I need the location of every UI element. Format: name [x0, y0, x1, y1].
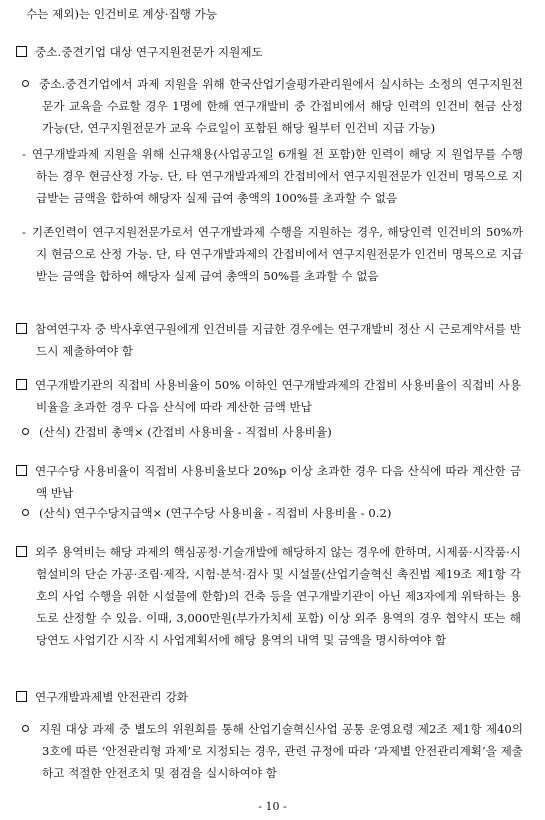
section-4-bullet	[0, 502, 545, 524]
section-1-sub-2	[0, 221, 545, 287]
formula-item: (산식) 간접비 총액× (간접비 사용비율 - 직접비 사용비율)	[12, 421, 523, 443]
square-bullet-icon	[16, 379, 27, 390]
section-1-bullet	[0, 73, 545, 139]
section-heading: 연구개발기관의 직접비 사용비율이 50% 이하인 연구개발과제의 간접비 사용비율이 직접비 사용비율을 초과한 경우 다음 산식에 따라 계산한 금액 반납	[10, 374, 521, 418]
section-5	[0, 541, 545, 651]
circle-bullet-item: 지원 대상 과제 중 별도의 위원회를 통해 산업기술혁신사업 공통 운영요령 제2조 제1항 제40의3호에 따른 ‘안전관리형 과제’로 지정되는 경우, 관련 규정에 따라 ‘과제별 안전관리계획’을 제출하고 적절한 안전조치 및 점검을 실시하여야 함	[12, 718, 523, 784]
dash-item: - 연구개발과제 지원을 위해 신규채용(사업공고일 6개월 전 포함)한 인력이 해당 지 원업무를 수행하는 경우 현금산정 가능. 단, 타 연구개발과제의 간접비에서 연구지원전문가 인건비 명목으로 지급받는 금액을 합하여 해당자 실제 급여 총액의 100%를 초과할 수 없음	[6, 143, 523, 209]
square-bullet-icon	[16, 546, 27, 557]
section-2	[0, 318, 545, 362]
circle-bullet-icon	[22, 509, 29, 516]
square-bullet-icon	[16, 323, 27, 334]
square-bullet-icon	[16, 691, 27, 702]
section-heading: 중소․중견기업 대상 연구지원전문가 지원제도	[10, 41, 521, 63]
continuation-text	[0, 3, 545, 25]
continuation-line: 수는 제외)는 인건비로 계상·집행 가능	[26, 7, 217, 21]
section-3-bullet	[0, 421, 545, 443]
section-heading: 연구개발과제별 안전관리 강화	[10, 686, 521, 708]
dash-bullet-icon: -	[22, 225, 26, 239]
section-3	[0, 374, 545, 418]
section-heading: 외주 용역비는 해당 과제의 핵심공정·기술개발에 해당하지 않는 경우에 한하며, 시제품·시작품·시험설비의 단순 가공·조립·제작, 시험·분석·검사 및 시설물(산업기술혁신 촉진법 제19조 제1항 각호의 사업 수행을 위한 시설물에 한함)의 건축 등을 연구개발기관이 아닌 제3자에게 위탁하는 용도로 산정할 수 있음. 이때, 3,000만원(부가가치세 포함) 이상 외주 용역의 경우 협약시 또는 해당연도 사업기간 시작 시 사업계획서에 해당 용역의 내역 및 금액을 명시하여야 함	[10, 541, 521, 651]
dash-bullet-icon: -	[22, 147, 26, 161]
section-heading: 연구수당 사용비율이 직접비 사용비율보다 20%p 이상 초과한 경우 다음 산식에 따라 계산한 금액 반납	[10, 460, 521, 504]
circle-bullet-icon	[22, 428, 29, 435]
section-heading: 참여연구자 중 박사후연구원에게 인건비를 지급한 경우에는 연구개발비 정산 시 근로계약서를 반드시 제출하여야 함	[10, 318, 521, 362]
section-1	[0, 41, 545, 63]
formula-item: (산식) 연구수당지급액× (연구수당 사용비율 - 직접비 사용비율 - 0.2)	[12, 502, 523, 524]
square-bullet-icon	[16, 46, 27, 57]
circle-bullet-icon	[22, 80, 29, 87]
section-6	[0, 686, 545, 708]
page-number: - 10 -	[258, 800, 287, 813]
section-6-bullet	[0, 718, 545, 784]
square-bullet-icon	[16, 465, 27, 476]
dash-item: - 기존인력이 연구지원전문가로서 연구개발과제 수행을 지원하는 경우, 해당인력 인건비의 50%까지 현금으로 산정 가능. 단, 타 연구개발과제의 간접비에서 연구지원전문가 인건비 명목으로 지급받는 금액을 합하여 해당자 실제 급여 총액의 50%를 초과할 수 없음	[6, 221, 523, 287]
circle-bullet-icon	[22, 725, 29, 732]
section-1-sub-1	[0, 143, 545, 209]
section-4	[0, 460, 545, 504]
circle-bullet-item: 중소․중견기업에서 과제 지원을 위해 한국산업기술평가관리원에서 실시하는 소정의 연구지원전문가 교육을 수료할 경우 1명에 한해 연구개발비 중 간접비에서 해당 인력의 인건비 현금 산정 가능(단, 연구지원전문가 교육 수료일이 포함된 해당 월부터 인건비 지급 가능)	[12, 73, 523, 139]
